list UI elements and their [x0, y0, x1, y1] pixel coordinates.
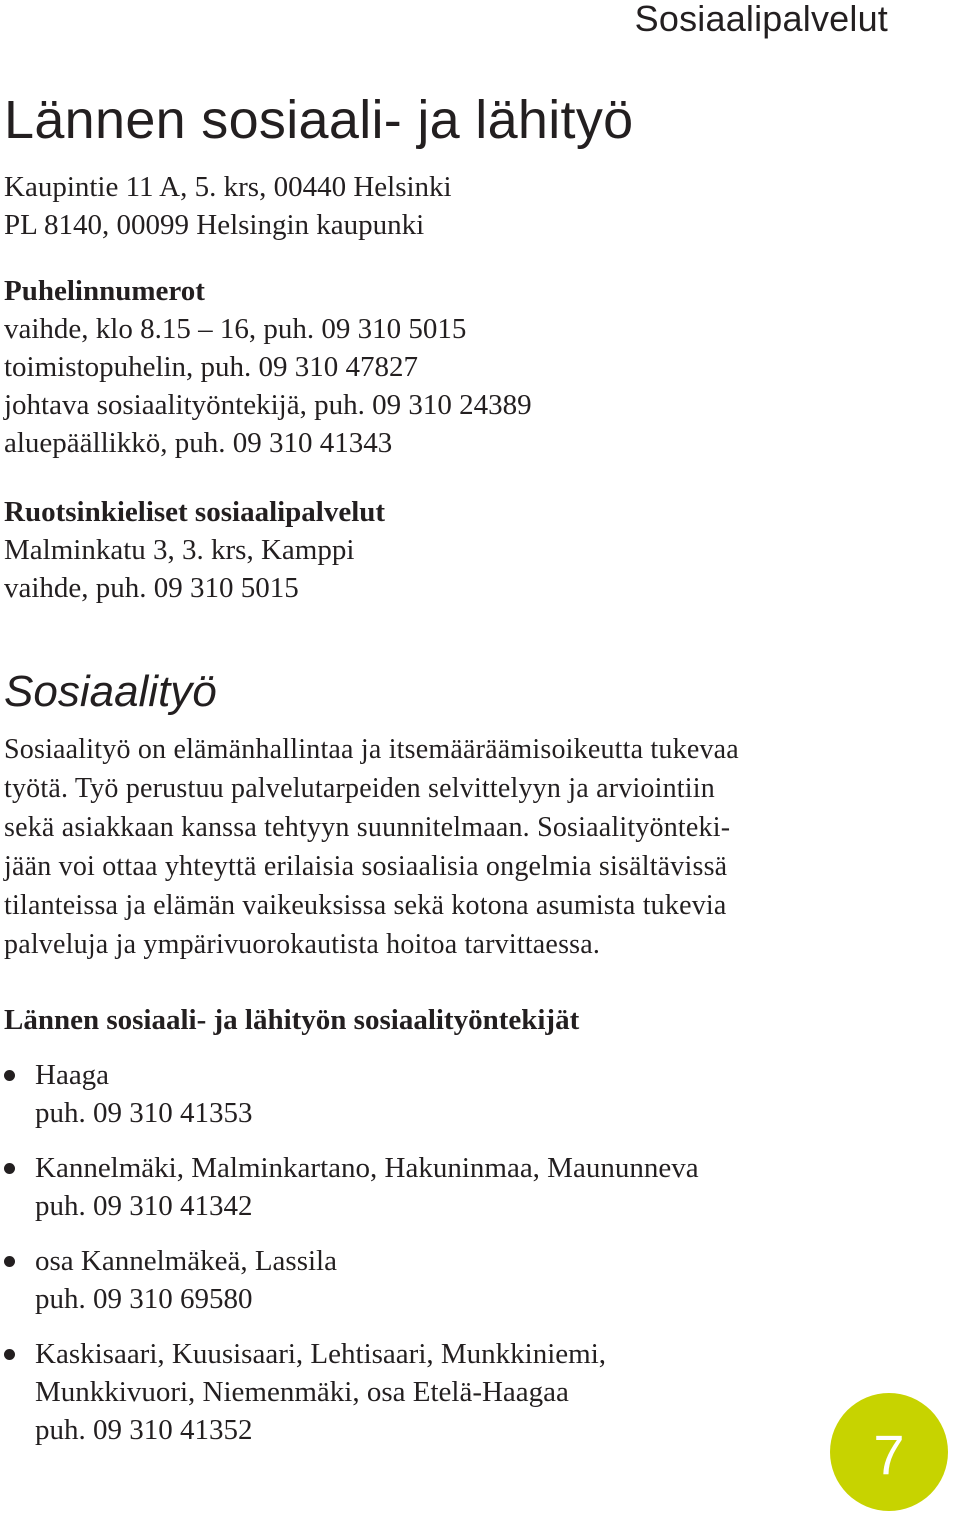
phone-numbers-block [4, 272, 532, 462]
worker-area: Kaskisaari, Kuusisaari, Lehtisaari, Munkkiniemi, [35, 1338, 607, 1370]
worker-phone: puh. 09 310 69580 [35, 1283, 253, 1315]
worker-phone: puh. 09 310 41353 [35, 1097, 253, 1129]
phone-line-lead-social-worker: johtava sosiaalityöntekijä, puh. 09 310 24389 [4, 389, 532, 421]
page-number: 7 [873, 1422, 905, 1486]
paragraph-line: sekä asiakkaan kanssa tehtyyn suunnitelmaan. Sosiaalityönteki- [4, 812, 731, 843]
list-item [4, 1242, 699, 1318]
paragraph-line: Sosiaalityö on elämänhallintaa ja itsemääräämisoikeutta tukevaa [4, 734, 739, 765]
phone-line-area-manager: aluepäällikkö, puh. 09 310 41343 [4, 427, 393, 459]
paragraph-line: tilanteissa ja elämän vaikeuksissa sekä kotona asumista tukevia [4, 890, 727, 921]
list-item [4, 1149, 699, 1225]
social-work-title: Sosiaalityö [4, 667, 217, 716]
list-item [4, 1056, 699, 1132]
swedish-services-phone: vaihde, puh. 09 310 5015 [4, 572, 299, 604]
swedish-services-address: Malminkatu 3, 3. krs, Kamppi [4, 534, 355, 566]
phone-line-switchboard: vaihde, klo 8.15 – 16, puh. 09 310 5015 [4, 313, 467, 345]
paragraph-line: jään voi ottaa yhteyttä erilaisia sosiaalisia ongelmia sisältävissä [4, 851, 728, 882]
paragraph-line: työtä. Työ perustuu palvelutarpeiden selvittelyyn ja arviointiin [4, 773, 715, 804]
section-label: Sosiaalipalvelut [634, 0, 888, 39]
swedish-services-block [4, 493, 385, 607]
worker-area: Kannelmäki, Malminkartano, Hakuninmaa, Maununneva [35, 1152, 699, 1184]
worker-phone: puh. 09 310 41342 [35, 1190, 253, 1222]
street-address: Kaupintie 11 A, 5. krs, 00440 Helsinki [4, 171, 452, 203]
bullet-icon [4, 1349, 15, 1360]
workers-heading: Lännen sosiaali- ja lähityön sosiaalityöntekijät [4, 1004, 580, 1036]
list-item [4, 1335, 699, 1449]
worker-area: osa Kannelmäkeä, Lassila [35, 1245, 337, 1277]
social-work-paragraph [4, 730, 739, 964]
address-block [4, 168, 452, 244]
page-number-badge [830, 1393, 948, 1511]
phone-numbers-heading: Puhelinnumerot [4, 275, 205, 307]
worker-area: Haaga [35, 1059, 110, 1091]
paragraph-line: palveluja ja ympärivuorokautista hoitoa tarvittaessa. [4, 929, 601, 960]
phone-line-office: toimistopuhelin, puh. 09 310 47827 [4, 351, 419, 383]
worker-area-continued: Munkkivuori, Niemenmäki, osa Etelä-Haagaa [35, 1376, 569, 1408]
bullet-icon [4, 1163, 15, 1174]
po-box-address: PL 8140, 00099 Helsingin kaupunki [4, 209, 425, 241]
swedish-services-heading: Ruotsinkieliset sosiaalipalvelut [4, 496, 386, 528]
workers-list [4, 1056, 699, 1466]
worker-phone: puh. 09 310 41352 [35, 1414, 253, 1446]
bullet-icon [4, 1070, 15, 1081]
page-title: Lännen sosiaali- ja lähityö [4, 90, 634, 150]
bullet-icon [4, 1256, 15, 1267]
